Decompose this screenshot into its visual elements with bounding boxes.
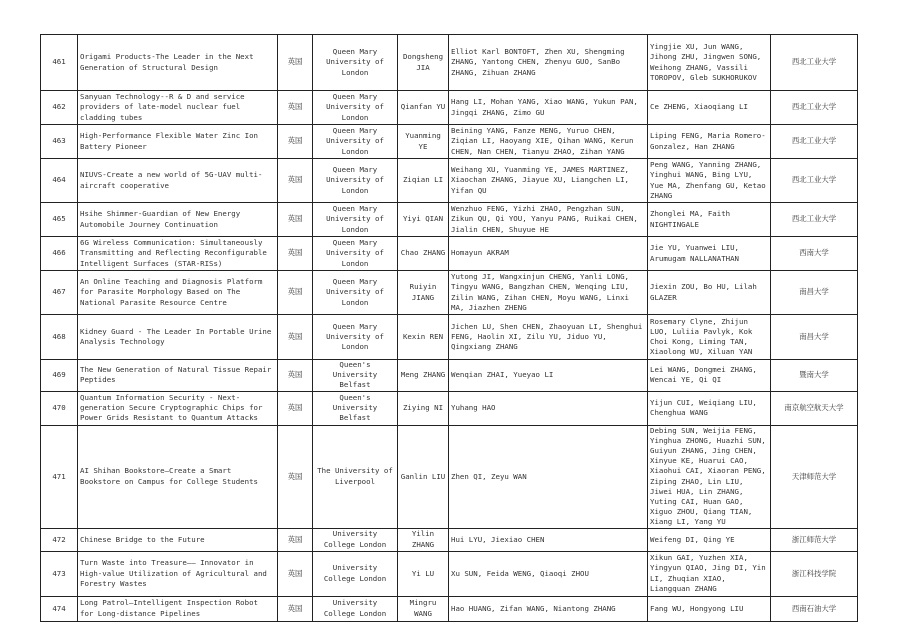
- row-number-cell: 471: [41, 425, 78, 528]
- advisors-cell: Fang WU, Hongyong LIU: [648, 596, 771, 621]
- team-leader-cell: Ruiyin JIANG: [398, 271, 449, 315]
- foreign-university-cell: Queen Mary University of London: [313, 159, 398, 203]
- team-leader-cell: Yi LU: [398, 551, 449, 596]
- chinese-university-cell: 西北工业大学: [771, 91, 858, 125]
- advisors-cell: Rosemary Clyne, Zhijun LUO, Luliia Pavlyk, Kok Choi Kong, Liming TAN, Xiaolong WU, Xiluan YAN: [648, 315, 771, 360]
- table-row: [41, 391, 858, 425]
- advisors-cell: Ce ZHENG, Xiaoqiang LI: [648, 91, 771, 125]
- row-number-cell: 470: [41, 391, 78, 425]
- foreign-university-cell: Queen Mary University of London: [313, 315, 398, 360]
- table-row: [41, 315, 858, 360]
- team-members-cell: Hang LI, Mohan YANG, Xiao WANG, Yukun PAN, Jingqi ZHANG, Zimo GU: [449, 91, 648, 125]
- team-members-cell: Wenqian ZHAI, Yueyao LI: [449, 360, 648, 392]
- team-members-cell: Yutong JI, Wangxinjun CHENG, Yanli LONG, Tingyu WANG, Bangzhan CHEN, Wenqing LIU, Zilin WANG, Zihan CHEN, Moyu WANG, Linxi MA, Jiazhen ZHENG: [449, 271, 648, 315]
- country-cell: 英国: [278, 315, 313, 360]
- row-number-cell: 462: [41, 91, 78, 125]
- country-cell: 英国: [278, 551, 313, 596]
- foreign-university-cell: Queen Mary University of London: [313, 203, 398, 237]
- chinese-university-cell: 西北工业大学: [771, 125, 858, 159]
- foreign-university-cell: Queen Mary University of London: [313, 237, 398, 271]
- table-row: [41, 271, 858, 315]
- team-leader-cell: Chao ZHANG: [398, 237, 449, 271]
- team-leader-cell: Meng ZHANG: [398, 360, 449, 392]
- row-number-cell: 466: [41, 237, 78, 271]
- project-title-cell: Origami Products-The Leader in the Next Generation of Structural Design: [78, 35, 278, 91]
- project-title-cell: An Online Teaching and Diagnosis Platform for Parasite Morphology Based on The National Parasite Resource Centre: [78, 271, 278, 315]
- advisors-cell: Liping FENG, Maria Romero-Gonzalez, Han ZHANG: [648, 125, 771, 159]
- row-number-cell: 469: [41, 360, 78, 392]
- foreign-university-cell: Queen Mary University of London: [313, 35, 398, 91]
- awards-table: [40, 34, 858, 622]
- row-number-cell: 474: [41, 596, 78, 621]
- country-cell: 英国: [278, 271, 313, 315]
- table-row: [41, 125, 858, 159]
- team-leader-cell: Ziying NI: [398, 391, 449, 425]
- team-members-cell: Hao HUANG, Zifan WANG, Niantong ZHANG: [449, 596, 648, 621]
- advisors-cell: Weifeng DI, Qing YE: [648, 528, 771, 551]
- row-number-cell: 472: [41, 528, 78, 551]
- team-members-cell: Homayun AKRAM: [449, 237, 648, 271]
- foreign-university-cell: Queen's University Belfast: [313, 391, 398, 425]
- row-number-cell: 461: [41, 35, 78, 91]
- advisors-cell: Xikun GAI, Yuzhen XIA, Yingyun QIAO, Jing DI, Yin LI, Zhuqian XIAO, Liangquan ZHANG: [648, 551, 771, 596]
- project-title-cell: Sanyuan Technology--R & D and service providers of late-model nuclear fuel cladding tubes: [78, 91, 278, 125]
- project-title-cell: Hsihe Shimmer-Guardian of New Energy Automobile Journey Continuation: [78, 203, 278, 237]
- chinese-university-cell: 南昌大学: [771, 315, 858, 360]
- chinese-university-cell: 西南大学: [771, 237, 858, 271]
- project-title-cell: Long Patrol—Intelligent Inspection Robot for Long-distance Pipelines: [78, 596, 278, 621]
- country-cell: 英国: [278, 528, 313, 551]
- advisors-cell: Zhonglei MA, Faith NIGHTINGALE: [648, 203, 771, 237]
- country-cell: 英国: [278, 35, 313, 91]
- country-cell: 英国: [278, 159, 313, 203]
- chinese-university-cell: 西北工业大学: [771, 159, 858, 203]
- row-number-cell: 464: [41, 159, 78, 203]
- country-cell: 英国: [278, 596, 313, 621]
- row-number-cell: 468: [41, 315, 78, 360]
- team-leader-cell: Ziqian LI: [398, 159, 449, 203]
- chinese-university-cell: 浙江师范大学: [771, 528, 858, 551]
- country-cell: 英国: [278, 237, 313, 271]
- team-leader-cell: Yuanming YE: [398, 125, 449, 159]
- foreign-university-cell: University College London: [313, 528, 398, 551]
- table-row: [41, 360, 858, 392]
- chinese-university-cell: 西北工业大学: [771, 203, 858, 237]
- foreign-university-cell: University College London: [313, 551, 398, 596]
- foreign-university-cell: Queen Mary University of London: [313, 91, 398, 125]
- team-leader-cell: Qianfan YU: [398, 91, 449, 125]
- project-title-cell: High-Performance Flexible Water Zinc Ion Battery Pioneer: [78, 125, 278, 159]
- table-row: [41, 91, 858, 125]
- project-title-cell: AI Shihan Bookstore—Create a Smart Bookstore on Campus for College Students: [78, 425, 278, 528]
- table-row: [41, 528, 858, 551]
- team-leader-cell: Yilin ZHANG: [398, 528, 449, 551]
- foreign-university-cell: Queen's University Belfast: [313, 360, 398, 392]
- country-cell: 英国: [278, 425, 313, 528]
- chinese-university-cell: 南京航空航天大学: [771, 391, 858, 425]
- team-leader-cell: Kexin REN: [398, 315, 449, 360]
- team-leader-cell: Ganlin LIU: [398, 425, 449, 528]
- advisors-cell: Lei WANG, Dongmei ZHANG, Wencai YE, Qi QI: [648, 360, 771, 392]
- advisors-cell: Debing SUN, Weijia FENG, Yinghua ZHONG, Huazhi SUN, Guiyun ZHANG, Jing CHEN, Xinyue KE, Huarui CAO, Xiaohui CAI, Xiaoran PENG, Ziping ZHAO, Lin LIU, Jiwei HUA, Lin ZHANG, Yuting CAI, Huan GAO, Xiguo ZHOU, Qiang TIAN, Xiang LI, Yang YU: [648, 425, 771, 528]
- table-row: [41, 203, 858, 237]
- foreign-university-cell: University College London: [313, 596, 398, 621]
- country-cell: 英国: [278, 125, 313, 159]
- project-title-cell: Quantum Information Security - Next-generation Secure Cryptographic Chips for Power Grids Resistant to Quantum Attacks: [78, 391, 278, 425]
- team-members-cell: Zhen QI, Zeyu WAN: [449, 425, 648, 528]
- team-members-cell: Hui LYU, Jiexiao CHEN: [449, 528, 648, 551]
- chinese-university-cell: 南昌大学: [771, 271, 858, 315]
- project-title-cell: Chinese Bridge to the Future: [78, 528, 278, 551]
- project-title-cell: Turn Waste into Treasure—— Innovator in High-value Utilization of Agricultural and Forestry Wastes: [78, 551, 278, 596]
- table-row: [41, 35, 858, 91]
- team-leader-cell: Yiyi QIAN: [398, 203, 449, 237]
- team-members-cell: Yuhang HAO: [449, 391, 648, 425]
- table-row: [41, 237, 858, 271]
- row-number-cell: 463: [41, 125, 78, 159]
- table-row: [41, 551, 858, 596]
- team-leader-cell: Dongsheng JIA: [398, 35, 449, 91]
- foreign-university-cell: Queen Mary University of London: [313, 271, 398, 315]
- team-members-cell: Weihang XU, Yuanming YE, JAMES MARTINEZ, Xiaochan ZHANG, Jiayue XU, Liangchen LI, Yifan QU: [449, 159, 648, 203]
- country-cell: 英国: [278, 360, 313, 392]
- chinese-university-cell: 西南石油大学: [771, 596, 858, 621]
- advisors-cell: Yingjie XU, Jun WANG, Jihong ZHU, Jingwen SONG, Weihong ZHANG, Vassili TOROPOV, Gleb SUKHORUKOV: [648, 35, 771, 91]
- team-members-cell: Xu SUN, Feida WENG, Qiaoqi ZHOU: [449, 551, 648, 596]
- advisors-cell: Jiexin ZOU, Bo HU, Lilah GLAZER: [648, 271, 771, 315]
- row-number-cell: 467: [41, 271, 78, 315]
- project-title-cell: 6G Wireless Communication: Simultaneously Transmitting and Reflecting Reconfigurable Intelligent Surfaces (STAR-RISs): [78, 237, 278, 271]
- country-cell: 英国: [278, 203, 313, 237]
- chinese-university-cell: 天津师范大学: [771, 425, 858, 528]
- advisors-cell: Jie YU, Yuanwei LIU, Arumugam NALLANATHAN: [648, 237, 771, 271]
- advisors-cell: Peng WANG, Yanning ZHANG, Yinghui WANG, Bing LYU, Yue MA, Zhenfang GU, Ketao ZHANG: [648, 159, 771, 203]
- row-number-cell: 473: [41, 551, 78, 596]
- team-members-cell: Jichen LU, Shen CHEN, Zhaoyuan LI, Shenghui FENG, Haolin XI, Zilu YU, Jiduo YU, Qingxiang ZHANG: [449, 315, 648, 360]
- chinese-university-cell: 暨南大学: [771, 360, 858, 392]
- row-number-cell: 465: [41, 203, 78, 237]
- country-cell: 英国: [278, 91, 313, 125]
- chinese-university-cell: 西北工业大学: [771, 35, 858, 91]
- table-row: [41, 596, 858, 621]
- project-title-cell: Kidney Guard - The Leader In Portable Urine Analysis Technology: [78, 315, 278, 360]
- foreign-university-cell: Queen Mary University of London: [313, 125, 398, 159]
- chinese-university-cell: 浙江科技学院: [771, 551, 858, 596]
- project-title-cell: NIUVS-Create a new world of 5G-UAV multi-aircraft cooperative: [78, 159, 278, 203]
- table-row: [41, 425, 858, 528]
- advisors-cell: Yijun CUI, Weiqiang LIU, Chenghua WANG: [648, 391, 771, 425]
- table-row: [41, 159, 858, 203]
- team-members-cell: Wenzhuo FENG, Yizhi ZHAO, Pengzhan SUN, Zikun QU, Qi YOU, Yanyu PANG, Ruikai CHEN, Jialin CHEN, Shuyue HE: [449, 203, 648, 237]
- table-body: [41, 35, 858, 622]
- team-members-cell: Elliot Karl BONTOFT, Zhen XU, Shengming ZHANG, Yantong CHEN, Zhenyu GUO, SanBo ZHANG, Zihuan ZHANG: [449, 35, 648, 91]
- country-cell: 英国: [278, 391, 313, 425]
- project-title-cell: The New Generation of Natural Tissue Repair Peptides: [78, 360, 278, 392]
- team-members-cell: Beining YANG, Fanze MENG, Yuruo CHEN, Ziqian LI, Haoyang XIE, Qihan WANG, Kerun CHEN, Nan CHEN, Tianyu ZHAO, Zihan YANG: [449, 125, 648, 159]
- foreign-university-cell: The University of Liverpool: [313, 425, 398, 528]
- team-leader-cell: Mingru WANG: [398, 596, 449, 621]
